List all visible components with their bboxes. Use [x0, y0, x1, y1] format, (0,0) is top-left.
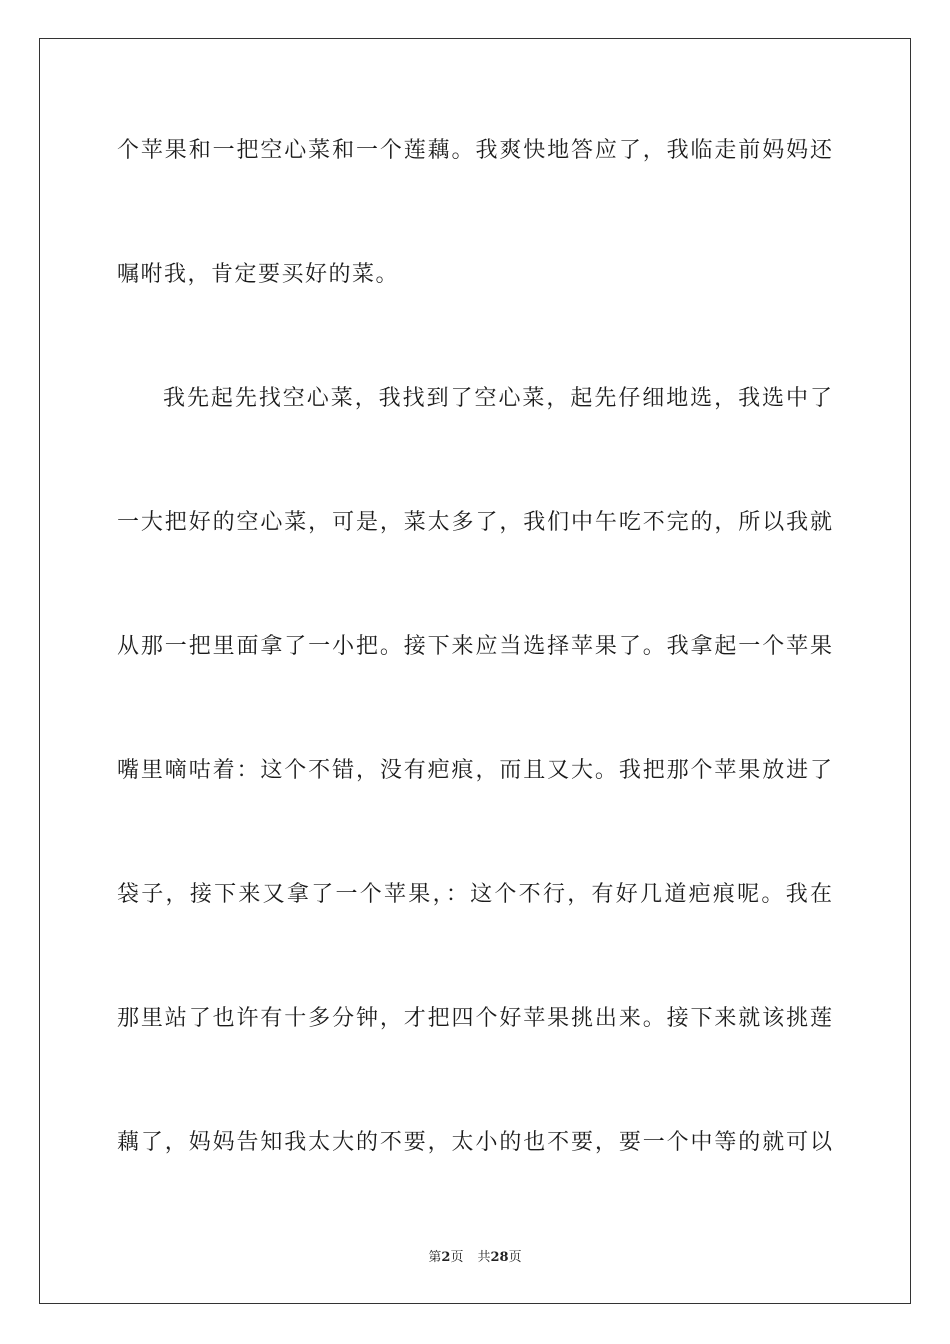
- text-line-3: 我先起先找空心菜，我找到了空心菜，起先仔细地选，我选中了: [163, 386, 832, 411]
- text-line-2: 嘱咐我，肯定要买好的菜。: [117, 262, 400, 287]
- page-border: [39, 38, 911, 1304]
- footer-total-pages: 28: [490, 1250, 509, 1265]
- text-line-7: 袋子，接下来又拿了一个苹果，：这个不行，有好几道疤痕呢。我在: [117, 882, 832, 907]
- footer-total-suffix: 页: [508, 1250, 522, 1265]
- text-line-9: 藕了，妈妈告知我太大的不要，太小的也不要，要一个中等的就可以: [117, 1130, 832, 1155]
- footer-page-number: 2: [441, 1250, 451, 1265]
- footer-total-prefix: 共: [477, 1250, 491, 1265]
- text-line-1: 个苹果和一把空心菜和一个莲藕。我爽快地答应了，我临走前妈妈还: [117, 138, 832, 163]
- text-line-4: 一大把好的空心菜，可是，菜太多了，我们中午吃不完的，所以我就: [117, 510, 832, 535]
- page-footer: [0, 1246, 950, 1265]
- footer-page-suffix: 页: [450, 1250, 464, 1265]
- footer-page-prefix: 第: [428, 1250, 442, 1265]
- text-line-8: 那里站了也许有十多分钟，才把四个好苹果挑出来。接下来就该挑莲: [117, 1006, 832, 1031]
- text-line-5: 从那一把里面拿了一小把。接下来应当选择苹果了。我拿起一个苹果: [117, 634, 832, 659]
- text-line-6: 嘴里嘀咕着：这个不错，没有疤痕，而且又大。我把那个苹果放进了: [117, 758, 832, 783]
